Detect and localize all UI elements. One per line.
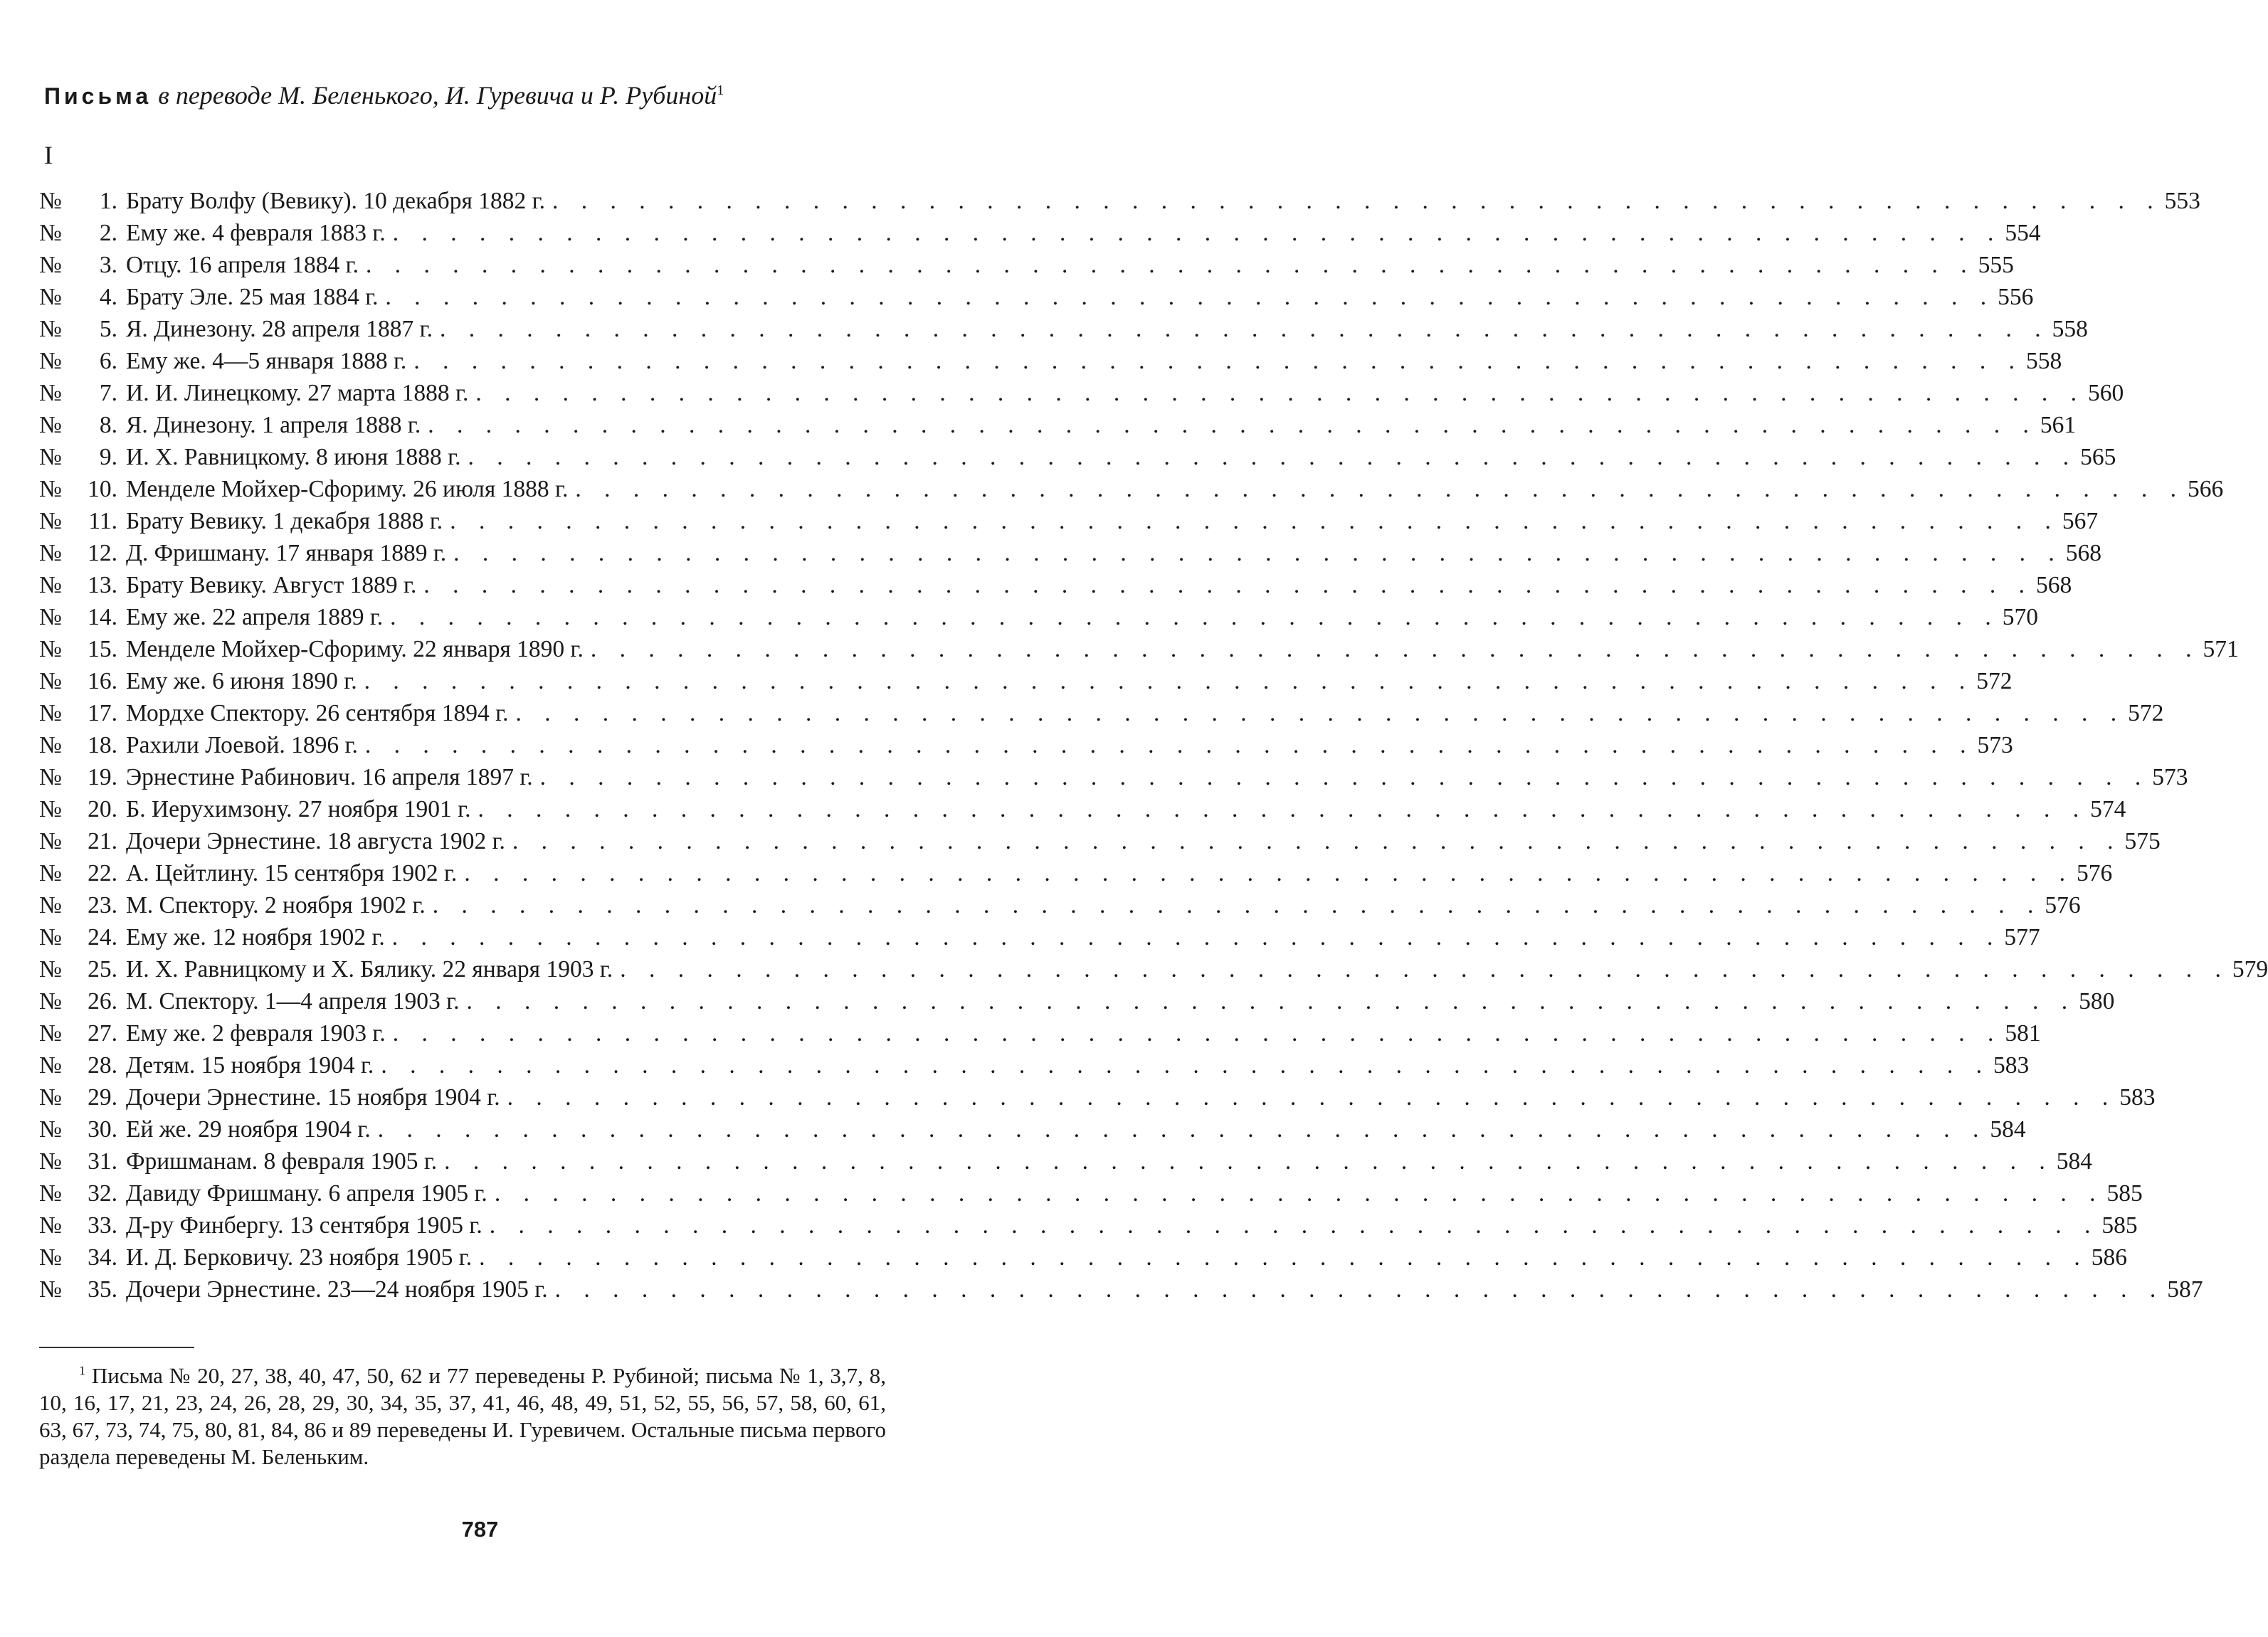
toc-entry-title: Брату Волфу (Вевику). 10 декабря 1882 г. [126,188,545,214]
toc-number-sign: № [39,700,62,726]
toc-number-sign: № [39,476,62,502]
toc-entry [39,185,2200,217]
toc-entry-number: 8. [99,412,117,438]
toc-dot-leader [386,217,2003,249]
toc-entry [39,1113,2026,1145]
toc-dot-leader [426,889,2042,921]
toc-dot-leader [568,473,2185,505]
toc-dot-leader [461,441,2078,473]
toc-entry-page: 573 [2152,764,2188,790]
toc-entry [39,1241,2127,1273]
toc-dot-leader [446,537,2063,569]
toc-dot-leader [385,921,2002,953]
toc-entry [39,729,2013,761]
toc-entry [39,1081,2156,1113]
toc-entry [39,1017,2041,1049]
toc-entry-page: 584 [2056,1148,2093,1175]
toc-number-sign: № [39,284,62,310]
toc-entry-title: И. Х. Равницкому и Х. Бялику. 22 января 1903 г. [126,956,613,982]
toc-entry-page: 560 [2087,380,2124,406]
toc-entry-page: 585 [2106,1180,2143,1207]
toc-entry-title: Ему же. 12 ноября 1902 г. [126,924,385,950]
toc-entry-number: 13. [88,572,117,598]
toc-entry-number: 29. [88,1084,117,1111]
toc-number-sign: № [39,828,62,854]
toc-entry-title: Ему же. 6 июня 1890 г. [126,668,357,694]
toc-dot-leader [482,1209,2099,1241]
toc-entry-title: Дочери Эрнестине. 15 ноября 1904 г. [126,1084,500,1111]
toc-entry-title: Брату Эле. 25 мая 1884 г. [126,284,379,310]
toc-entry [39,409,2077,441]
footnote-separator [39,1347,194,1348]
toc-entry [39,665,2013,697]
toc-entry-page: 572 [2128,700,2164,726]
toc-entry-number: 15. [88,636,117,662]
toc-entry-title: Менделе Мойхер-Сфориму. 22 января 1890 г. [126,636,584,662]
toc-entry-title: М. Спектору. 1—4 апреля 1903 г. [126,988,460,1014]
toc-number-sign: № [39,316,62,342]
toc-number-sign: № [39,604,62,630]
toc-entry [39,889,2081,921]
toc-entry [39,217,2041,249]
toc-number-sign: № [39,188,62,214]
toc-dot-leader [468,377,2085,409]
toc-dot-leader [508,697,2125,729]
toc-entry-title: Менделе Мойхер-Сфориму. 26 июля 1888 г. [126,476,569,502]
heading-spaced-word: Письма [44,83,152,109]
toc-number-sign: № [39,1020,62,1047]
toc-entry-number: 34. [88,1244,117,1271]
toc-entry [39,1273,2203,1305]
toc-entry-title: Дочери Эрнестине. 18 августа 1902 г. [126,828,505,854]
toc-entry-page: 576 [2045,892,2081,918]
toc-dot-leader [457,857,2074,889]
toc-entry-title: Мордхе Спектору. 26 сентября 1894 г. [126,700,509,726]
toc-entry-page: 572 [1976,668,2013,694]
toc-dot-leader [421,409,2037,441]
toc-dot-leader [505,825,2122,857]
toc-entry-number: 17. [88,700,117,726]
toc-entry-title: Брату Вевику. 1 декабря 1888 г. [126,508,443,534]
toc-entry-title: Отцу. 16 апреля 1884 г. [126,252,359,278]
toc-entry [39,793,2126,825]
toc-dot-leader [545,185,2162,217]
toc-entry-title: И. И. Линецкому. 27 марта 1888 г. [126,380,469,406]
toc-entry-page: 579 [2232,956,2268,982]
toc-entry [39,921,2040,953]
toc-entry-number: 3. [99,252,117,278]
toc-entry-page: 581 [2005,1020,2041,1047]
toc-entry-number: 35. [88,1276,117,1303]
toc-entry-page: 576 [2076,860,2113,886]
toc-dot-leader [584,633,2200,665]
toc-entry-title: Дочери Эрнестине. 23—24 ноября 1905 г. [126,1276,548,1303]
page-number: 787 [461,1517,499,1542]
toc-entry-number: 20. [88,796,117,822]
toc-dot-leader [470,793,2087,825]
section-heading [44,80,724,112]
toc-entry-page: 585 [2101,1212,2138,1239]
toc-entry-page: 584 [1990,1116,2026,1143]
toc-entry-number: 28. [88,1052,117,1079]
footnote-mark: 1 [79,1363,85,1378]
toc-entry-page: 558 [2052,316,2088,342]
toc-entry-page: 580 [2079,988,2115,1014]
toc-entry-number: 11. [88,508,117,534]
toc-number-sign: № [39,1244,62,1271]
toc-entry-number: 18. [88,732,117,758]
toc-entry-title: Фришманам. 8 февраля 1905 г. [126,1148,438,1175]
toc-entry [39,249,2014,281]
toc-entry-title: Ему же. 22 апреля 1889 г. [126,604,384,630]
toc-entry-number: 2. [99,220,117,246]
toc-entry-number: 31. [88,1148,117,1175]
toc-entry [39,473,2224,505]
toc-entry-number: 16. [88,668,117,694]
toc-entry-number: 33. [88,1212,117,1239]
toc-entry [39,1049,2030,1081]
toc-number-sign: № [39,860,62,886]
toc-entry [39,697,2164,729]
toc-entry-page: 571 [2203,636,2239,662]
toc-entry-page: 553 [2164,188,2200,214]
toc-entry-title: А. Цейтлину. 15 сентября 1902 г. [126,860,458,886]
toc-entry-page: 574 [2090,796,2126,822]
toc-number-sign: № [39,540,62,566]
toc-number-sign: № [39,796,62,822]
toc-entry-number: 9. [99,444,117,470]
toc-entry-page: 561 [2040,412,2077,438]
toc-entry-page: 570 [2002,604,2039,630]
toc-entry-page: 568 [2065,540,2102,566]
toc-entry-title: Рахили Лоевой. 1896 г. [126,732,358,758]
toc-dot-leader [459,985,2076,1017]
toc-entry-number: 26. [88,988,117,1014]
toc-dot-leader [374,1049,1990,1081]
toc-entry-title: И. Х. Равницкому. 8 июня 1888 г. [126,444,461,470]
toc-number-sign: № [39,988,62,1014]
toc-entry-title: Давиду Фришману. 6 апреля 1905 г. [126,1180,487,1207]
toc-entry-title: Д-ру Финбергу. 13 сентября 1905 г. [126,1212,482,1239]
toc-entry [39,1145,2093,1177]
toc-entry-number: 32. [88,1180,117,1207]
toc-entry [39,345,2062,377]
toc-number-sign: № [39,1276,62,1303]
toc-entry [39,281,2034,313]
toc-entry-title: Ему же. 4 февраля 1883 г. [126,220,386,246]
toc-number-sign: № [39,1180,62,1207]
toc-number-sign: № [39,732,62,758]
toc-entry-number: 5. [99,316,117,342]
toc-entry-number: 30. [88,1116,117,1143]
toc-entry-title: Б. Иерухимзону. 27 ноября 1901 г. [126,796,471,822]
toc-entry [39,505,2099,537]
toc-entry-page: 556 [1998,284,2034,310]
toc-entry-number: 23. [88,892,117,918]
toc-entry-number: 22. [88,860,117,886]
toc-number-sign: № [39,1116,62,1143]
toc-entry [39,377,2124,409]
toc-number-sign: № [39,764,62,790]
toc-entry-number: 14. [88,604,117,630]
toc-dot-leader [472,1241,2089,1273]
toc-dot-leader [386,1017,2003,1049]
toc-number-sign: № [39,444,62,470]
toc-entry [39,313,2088,345]
toc-number-sign: № [39,572,62,598]
toc-number-sign: № [39,1084,62,1111]
toc-entry-page: 577 [2004,924,2040,950]
toc-entry-number: 7. [99,380,117,406]
toc-number-sign: № [39,668,62,694]
toc-number-sign: № [39,1052,62,1079]
toc-entry-number: 4. [99,284,117,310]
toc-entry-page: 565 [2080,444,2116,470]
toc-number-sign: № [39,348,62,374]
toc-dot-leader [358,729,1975,761]
toc-number-sign: № [39,412,62,438]
toc-entry-number: 25. [88,956,117,982]
toc-entry-title: Ей же. 29 ноября 1904 г. [126,1116,371,1143]
toc-dot-leader [613,953,2230,985]
toc-entry-page: 566 [2188,476,2224,502]
toc-entry [39,441,2116,473]
letters-table-of-contents [39,185,2268,1305]
toc-entry-page: 554 [2005,220,2041,246]
toc-dot-leader [357,665,1974,697]
toc-number-sign: № [39,1148,62,1175]
toc-dot-leader [416,569,2033,601]
toc-entry-number: 21. [88,828,117,854]
toc-entry-page: 586 [2091,1244,2127,1271]
toc-entry-page: 583 [1993,1052,2030,1079]
toc-entry-page: 583 [2119,1084,2156,1111]
toc-number-sign: № [39,220,62,246]
toc-number-sign: № [39,924,62,950]
toc-entry [39,857,2113,889]
toc-entry-number: 24. [88,924,117,950]
toc-dot-leader [379,281,1995,313]
toc-entry [39,985,2115,1017]
toc-dot-leader [500,1081,2117,1113]
toc-number-sign: № [39,956,62,982]
toc-entry [39,1177,2143,1209]
toc-dot-leader [371,1113,1988,1145]
toc-entry [39,537,2102,569]
toc-entry-page: 555 [1978,252,2014,278]
toc-entry-title: Ему же. 2 февраля 1903 г. [126,1020,386,1047]
toc-entry-page: 558 [2025,348,2062,374]
toc-entry [39,601,2039,633]
toc-dot-leader [533,761,2150,793]
toc-entry-page: 568 [2035,572,2072,598]
toc-entry-page: 573 [1977,732,2013,758]
toc-number-sign: № [39,636,62,662]
toc-entry-page: 567 [2062,508,2099,534]
toc-entry-number: 27. [88,1020,117,1047]
toc-dot-leader [443,505,2059,537]
section-roman-numeral: I [44,141,53,169]
toc-entry-title: И. Д. Берковичу. 23 ноября 1905 г. [126,1244,473,1271]
toc-dot-leader [433,313,2050,345]
toc-dot-leader [548,1273,2165,1305]
footnote-paragraph [39,1362,886,1471]
toc-dot-leader [383,601,2000,633]
toc-entry-number: 10. [88,476,117,502]
toc-entry-number: 19. [88,764,117,790]
toc-number-sign: № [39,508,62,534]
toc-entry-number: 1. [99,188,117,214]
toc-entry-page: 587 [2167,1276,2203,1303]
toc-number-sign: № [39,380,62,406]
toc-entry-title: Детям. 15 ноября 1904 г. [126,1052,374,1079]
toc-entry [39,953,2268,985]
toc-entry-number: 12. [88,540,117,566]
toc-dot-leader [437,1145,2054,1177]
toc-entry-title: Ему же. 4—5 января 1888 г. [126,348,407,374]
toc-entry [39,633,2239,665]
toc-entry-title: М. Спектору. 2 ноября 1902 г. [126,892,426,918]
heading-footnote-mark: 1 [717,83,724,98]
toc-entry-number: 6. [99,348,117,374]
footnote [39,1362,886,1471]
toc-entry-title: Брату Вевику. Август 1889 г. [126,572,417,598]
toc-entry [39,761,2188,793]
toc-number-sign: № [39,892,62,918]
footnote-text: Письма № 20, 27, 38, 40, 47, 50, 62 и 77 переведены Р. Рубиной; письма № 1, 3,7, 8, 10, 16, 17, 21, 23, 24, 26, 28, 29, 30, 34, 35, 37, 41, 46, 48, 49, 51, 52, 55, 56, 57, 58, 60, 61, 63, 67, 73, 74, 75, 80, 81, 84, 86 и 89 переведены И. Гуревичем. Остальные письма первого раздела переведены М. Беленьким. [39,1363,887,1469]
toc-entry-page: 575 [2124,828,2161,854]
toc-dot-leader [359,249,1976,281]
toc-entry [39,1209,2138,1241]
heading-italic-text: в переводе М. Беленького, И. Гуревича и Р. Рубиной [158,81,717,110]
toc-entry-title: Д. Фришману. 17 января 1889 г. [126,540,447,566]
toc-entry-title: Я. Динезону. 28 апреля 1887 г. [126,316,433,342]
toc-dot-leader [406,345,2023,377]
toc-entry-title: Я. Динезону. 1 апреля 1888 г. [126,412,421,438]
toc-number-sign: № [39,252,62,278]
toc-number-sign: № [39,1212,62,1239]
toc-entry [39,825,2161,857]
toc-entry-title: Эрнестине Рабинович. 16 апреля 1897 г. [126,764,533,790]
toc-entry [39,569,2072,601]
toc-dot-leader [487,1177,2104,1209]
